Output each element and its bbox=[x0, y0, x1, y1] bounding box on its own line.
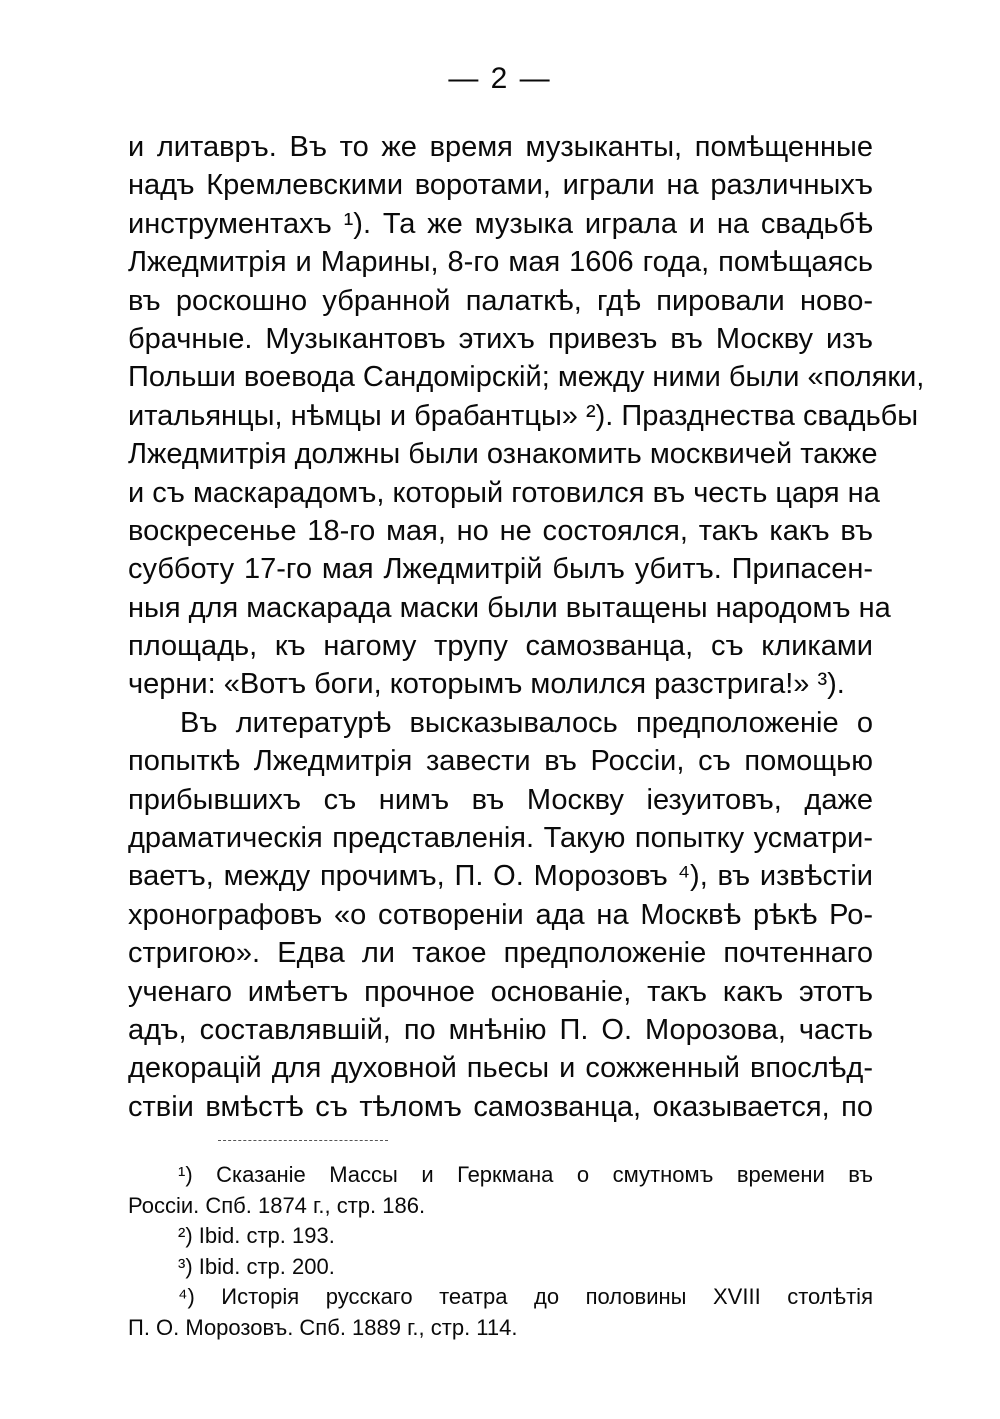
main-text bbox=[128, 128, 925, 1126]
footnote-line: П. О. Морозовъ. Спб. 1889 г., стр. 114. bbox=[128, 1314, 518, 1340]
text-line: инструментахъ ¹). Та же музыка играла и на свадьбѣ bbox=[128, 207, 873, 240]
text-line: ныя для маскарада маски были вытащены народомъ на bbox=[128, 591, 891, 624]
footnote-line: ¹) Сказаніе Массы и Геркмана о смутномъ времени въ bbox=[178, 1162, 873, 1187]
footnote-line: ⁴) Исторія русскаго театра до половины XVIII столѣтія bbox=[178, 1284, 873, 1310]
text-line: попыткѣ Лжедмитрія завести въ Россіи, съ помощью bbox=[128, 745, 873, 778]
text-line: субботу 17-го мая Лжедмитрій былъ убитъ. Припасен- bbox=[128, 553, 873, 586]
text-line: ученаго имѣетъ прочное основаніе, такъ какъ этотъ bbox=[128, 975, 873, 1008]
text-line: драматическія представленія. Такую попытку усматри- bbox=[128, 822, 873, 855]
text-line: итальянцы, нѣмцы и брабантцы» ²). Празднества свадьбы bbox=[128, 399, 919, 432]
text-line: ваетъ, между прочимъ, П. О. Морозовъ ⁴), въ извѣстіи bbox=[128, 860, 873, 893]
text-line: воскресенье 18-го мая, но не состоялся, такъ какъ въ bbox=[128, 514, 873, 547]
text-line: хронографовъ «о сотвореніи ада на Москвѣ рѣкѣ Ро- bbox=[128, 898, 873, 931]
text-line: стригою». Едва ли такое предположеніе почтеннаго bbox=[128, 937, 873, 970]
text-line: черни: «Вотъ боги, которымъ молился разстрига!» ³). bbox=[128, 668, 845, 701]
text-line: въ роскошно убранной палаткѣ, гдѣ пировали ново- bbox=[128, 284, 873, 317]
footnote-line: ³) Ibid. стр. 200. bbox=[178, 1253, 335, 1279]
text-line: Лжедмитрія и Марины, 8-го мая 1606 года, помѣщаясь bbox=[128, 246, 873, 279]
text-line: адъ, составлявшій, по мнѣнію П. О. Морозова, часть bbox=[128, 1013, 873, 1046]
text-line: Польши воевода Сандомірскій; между ними были «поляки, bbox=[128, 361, 925, 394]
footnote-separator bbox=[218, 1140, 388, 1141]
text-line: площадь, къ нагому трупу самозванца, съ кликами bbox=[128, 630, 873, 663]
text-line: Лжедмитрія должны были ознакомить москвичей также bbox=[128, 438, 878, 471]
text-line: Въ литературѣ высказывалось предположеніе о bbox=[180, 706, 873, 739]
footnote-line: ²) Ibid. стр. 193. bbox=[178, 1223, 335, 1249]
text-line: декорацій для духовной пьесы и сожженный впослѣд- bbox=[128, 1052, 873, 1085]
text-line: прибывшихъ съ нимъ въ Москву іезуитовъ, даже bbox=[128, 783, 873, 816]
text-line: надъ Кремлевскими воротами, играли на различныхъ bbox=[128, 169, 873, 202]
text-line: брачные. Музыкантовъ этихъ привезъ въ Москву изъ bbox=[128, 322, 873, 355]
footnotes bbox=[128, 1160, 873, 1344]
page-number: — 2 — bbox=[448, 62, 552, 95]
text-line: ствіи вмѣстѣ съ тѣломъ самозванца, оказывается, по bbox=[128, 1090, 873, 1123]
text-line: и съ маскарадомъ, который готовился въ честь царя на bbox=[128, 476, 880, 509]
text-line: и литавръ. Въ то же время музыканты, помѣщенные bbox=[128, 131, 873, 163]
footnote-line: Россіи. Спб. 1874 г., стр. 186. bbox=[128, 1192, 426, 1218]
